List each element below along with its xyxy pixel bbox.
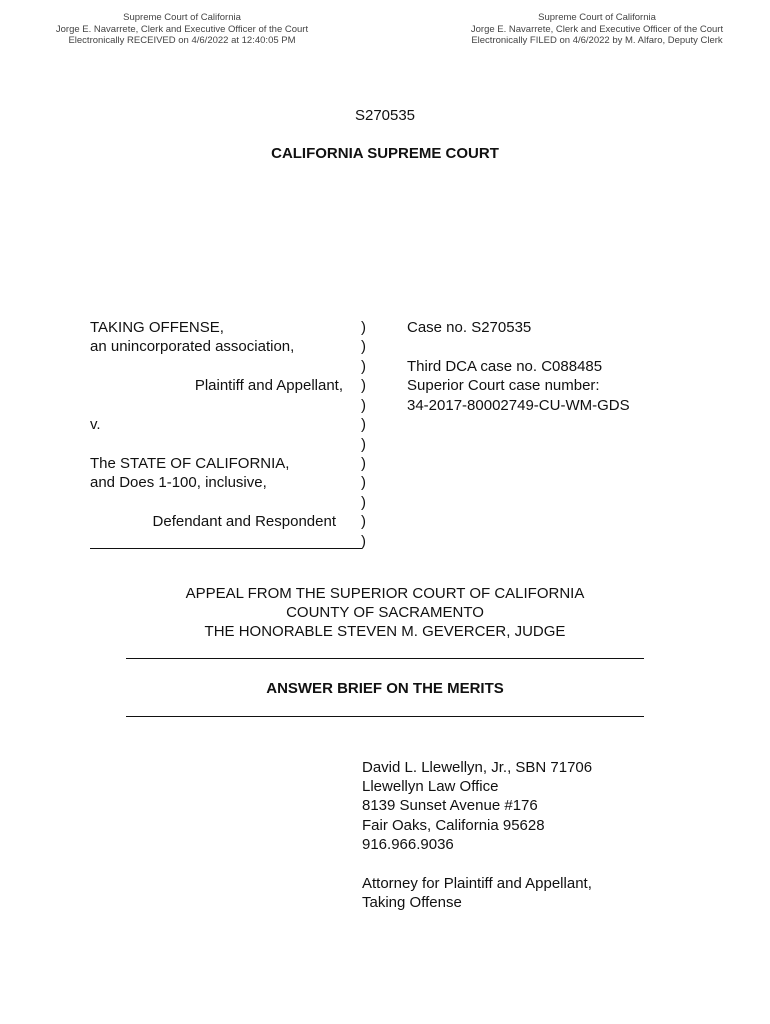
defendant-description: and Does 1-100, inclusive, bbox=[90, 474, 267, 491]
firm-phone: 916.966.9036 bbox=[362, 836, 454, 853]
plaintiff-name: TAKING OFFENSE, bbox=[90, 319, 224, 336]
appeal-line-3: THE HONORABLE STEVEN M. GEVERCER, JUDGE bbox=[204, 623, 566, 640]
title-top-rule bbox=[126, 658, 644, 659]
firm-street: 8139 Sunset Avenue #176 bbox=[362, 797, 538, 814]
dca-case-no: Third DCA case no. C088485 bbox=[407, 358, 603, 375]
case-number-heading: S270535 bbox=[354, 107, 416, 124]
caption-paren: ) bbox=[361, 358, 366, 375]
filed-stamp-date: Electronically FILED on 4/6/2022 by M. Alfaro, Deputy Clerk bbox=[471, 35, 723, 46]
law-firm: Llewellyn Law Office bbox=[362, 778, 499, 795]
caption-paren: ) bbox=[361, 377, 366, 394]
caption-paren: ) bbox=[361, 397, 366, 414]
defendant-role: Defendant and Respondent bbox=[152, 513, 336, 530]
caption-paren: ) bbox=[361, 319, 366, 336]
plaintiff-description: an unincorporated association, bbox=[90, 338, 295, 355]
title-bottom-rule bbox=[126, 716, 644, 717]
caption-paren: ) bbox=[361, 533, 366, 550]
appeal-line-1: APPEAL FROM THE SUPERIOR COURT OF CALIFORNIA bbox=[185, 585, 585, 602]
attorney-name: David L. Llewellyn, Jr., SBN 71706 bbox=[362, 759, 593, 776]
superior-court-label: Superior Court case number: bbox=[407, 377, 600, 394]
caption-paren: ) bbox=[361, 416, 366, 433]
filed-stamp-clerk: Jorge E. Navarrete, Clerk and Executive Officer of the Court bbox=[470, 23, 724, 35]
defendant-name: The STATE OF CALIFORNIA, bbox=[90, 455, 290, 472]
caption-paren: ) bbox=[361, 338, 366, 355]
received-stamp bbox=[32, 12, 332, 47]
received-stamp-date: Electronically RECEIVED on 4/6/2022 at 12:40:05 PM bbox=[68, 35, 296, 46]
plaintiff-role: Plaintiff and Appellant, bbox=[194, 377, 343, 394]
filed-stamp bbox=[447, 12, 747, 47]
appeal-line-2: COUNTY OF SACRAMENTO bbox=[286, 604, 484, 621]
superior-court-number: 34-2017-80002749-CU-WM-GDS bbox=[407, 397, 630, 414]
received-stamp-court: Supreme Court of California bbox=[123, 12, 241, 23]
brief-title: ANSWER BRIEF ON THE MERITS bbox=[266, 680, 504, 697]
caption-paren: ) bbox=[361, 455, 366, 472]
firm-city: Fair Oaks, California 95628 bbox=[362, 817, 545, 834]
court-name-heading: CALIFORNIA SUPREME COURT bbox=[271, 145, 499, 162]
caption-bottom-rule bbox=[90, 548, 362, 549]
caption-paren: ) bbox=[361, 494, 366, 511]
case-no: Case no. S270535 bbox=[407, 319, 532, 336]
caption-paren: ) bbox=[361, 436, 366, 453]
attorney-role-line-2: Taking Offense bbox=[362, 894, 462, 911]
caption-paren: ) bbox=[361, 513, 366, 530]
attorney-role-line-1: Attorney for Plaintiff and Appellant, bbox=[362, 875, 592, 892]
received-stamp-clerk: Jorge E. Navarrete, Clerk and Executive Officer of the Court bbox=[55, 23, 309, 35]
filed-stamp-court: Supreme Court of California bbox=[538, 12, 656, 23]
caption-paren: ) bbox=[361, 474, 366, 491]
versus: v. bbox=[90, 416, 101, 433]
